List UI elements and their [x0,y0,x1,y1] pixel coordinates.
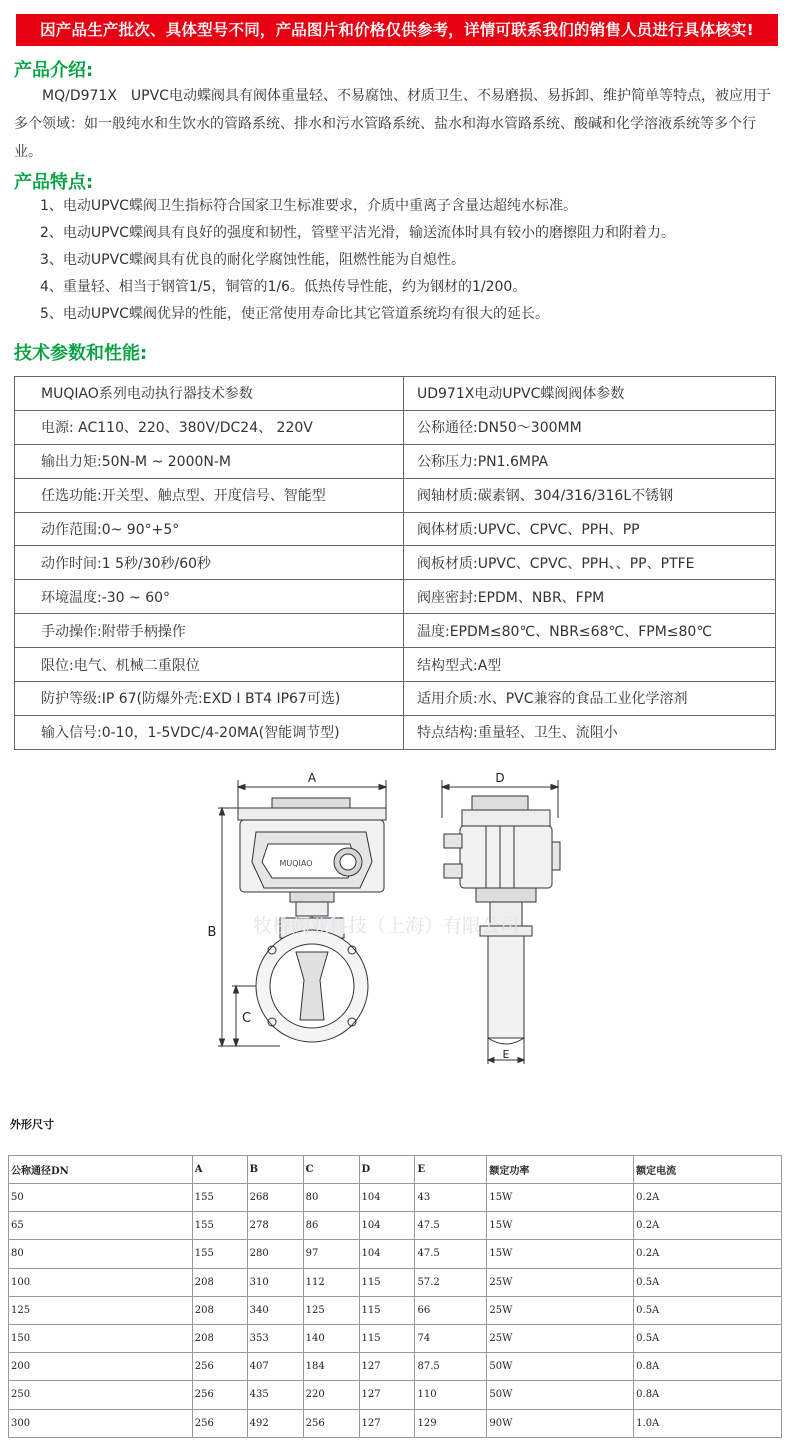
table-cell: 47.5 [415,1212,487,1240]
table-row [9,1381,782,1409]
dimension-b-label: B [207,925,217,940]
spec-valve-cell: 阀板材质:UPVC、CPVC、PPH、、PP、PTFE [404,546,776,580]
table-cell: 50W [487,1381,634,1409]
table-row [15,546,776,580]
table-row [15,410,776,444]
spec-actuator-cell: 手动操作:附带手柄操作 [15,614,404,648]
table-cell: 0.2A [634,1240,782,1268]
spec-valve-cell: 结构型式:A型 [404,648,776,682]
table-cell: 43 [415,1184,487,1212]
table-cell: 155 [192,1240,247,1268]
table-cell: 112 [303,1268,359,1296]
table-cell: 155 [192,1184,247,1212]
table-cell: 129 [415,1409,487,1437]
table-cell: 115 [359,1324,415,1352]
valve-dimension-drawing [200,768,600,1078]
table-cell: 50W [487,1353,634,1381]
table-cell: 208 [192,1324,247,1352]
table-cell: 15W [487,1184,634,1212]
dimension-c-label: C [242,1011,252,1026]
table-cell: 0.5A [634,1268,782,1296]
table-cell: 25W [487,1268,634,1296]
table-cell: 492 [247,1409,303,1437]
table-cell: 74 [415,1324,487,1352]
table-cell: 125 [9,1296,193,1324]
table-cell: 310 [247,1268,303,1296]
table-cell: 300 [9,1409,193,1437]
features-list [40,193,780,328]
watermark-text: 牧桥阀业科技（上海）有限公司 [252,915,520,937]
col-header-b: B [247,1156,303,1184]
table-cell: 140 [303,1324,359,1352]
table-cell: 104 [359,1240,415,1268]
spec-valve-cell: 公称通径:DN50〜300MM [404,410,776,444]
table-cell: 66 [415,1296,487,1324]
spec-valve-cell: UD971X电动UPVC蝶阀阀体参数 [404,377,776,411]
table-cell: 127 [359,1381,415,1409]
table-cell: 80 [9,1240,193,1268]
col-header-dn: 公称通径DN [9,1156,193,1184]
table-cell: 127 [359,1353,415,1381]
table-cell: 15W [487,1240,634,1268]
table-cell: 15W [487,1212,634,1240]
spec-valve-cell: 阀体材质:UPVC、CPVC、PPH、PP [404,512,776,546]
table-cell: 256 [192,1381,247,1409]
table-cell: 110 [415,1381,487,1409]
table-cell: 268 [247,1184,303,1212]
table-row [15,715,776,749]
table-cell: 200 [9,1353,193,1381]
spec-valve-cell: 阀座密封:EPDM、NBR、FPM [404,580,776,614]
table-cell: 100 [9,1268,193,1296]
table-cell: 125 [303,1296,359,1324]
table-row [9,1212,782,1240]
table-row [15,444,776,478]
table-row [15,478,776,512]
spec-table [14,376,776,750]
spec-actuator-cell: 电源: AC110、220、380V/DC24、 220V [15,410,404,444]
actuator-brand-text: MUQIAO [279,859,313,868]
table-cell: 280 [247,1240,303,1268]
spec-actuator-cell: 输入信号:0-10，1-5VDC/4-20MA(智能调节型) [15,715,404,749]
table-cell: 0.2A [634,1212,782,1240]
table-row [9,1296,782,1324]
feature-item: 5、电动UPVC蝶阀优异的性能，使正常使用寿命比其它管道系统均有很大的延长。 [40,306,549,322]
spec-actuator-cell: MUQIAO系列电动执行器技术参数 [15,377,404,411]
spec-actuator-cell: 动作范围:0~ 90°+5° [15,512,404,546]
intro-heading: 产品介绍: [14,60,94,81]
feature-item: 3、电动UPVC蝶阀具有优良的耐化学腐蚀性能，阻燃性能为自熄性。 [40,252,465,268]
table-cell: 0.5A [634,1324,782,1352]
table-cell: 115 [359,1268,415,1296]
table-cell: 208 [192,1268,247,1296]
feature-item: 4、重量轻、相当于钢管1/5，铜管的1/6。低热传导性能，约为钢材的1/200。 [40,279,527,295]
table-row [9,1268,782,1296]
table-header-row [9,1156,782,1184]
table-row [9,1184,782,1212]
col-header-e: E [415,1156,487,1184]
col-header-power: 额定功率 [487,1156,634,1184]
table-cell: 90W [487,1409,634,1437]
spec-valve-cell: 阀轴材质:碳素钢、304/316/316L不锈钢 [404,478,776,512]
table-row [9,1324,782,1352]
table-cell: 435 [247,1381,303,1409]
features-heading: 产品特点: [14,172,94,193]
table-cell: 250 [9,1381,193,1409]
spec-valve-cell: 公称压力:PN1.6MPA [404,444,776,478]
table-cell: 353 [247,1324,303,1352]
intro-text: MQ/D971X UPVC电动蝶阀具有阀体重量轻、不易腐蚀、材质卫生、不易磨损、易拆卸、维护简单等特点，被应用于多个领域：如一般纯水和生饮水的管路系统、排水和污水管路系统、盐水和海水管路系统、酸碱和化学溶液系统等多个行业。 [14,88,771,160]
table-row [15,648,776,682]
feature-item: 2、电动UPVC蝶阀具有良好的强度和韧性，管壁平洁光滑，输送流体时具有较小的磨擦阻力和附着力。 [40,225,675,241]
spec-actuator-cell: 环境温度:-30 ~ 60° [15,580,404,614]
table-cell: 0.5A [634,1296,782,1324]
spec-heading: 技术参数和性能: [14,343,148,364]
table-cell: 65 [9,1212,193,1240]
spec-actuator-cell: 防护等级:IP 67(防爆外壳:EXD I BT4 IP67可选) [15,682,404,716]
table-cell: 278 [247,1212,303,1240]
table-cell: 150 [9,1324,193,1352]
table-cell: 25W [487,1324,634,1352]
table-row [15,512,776,546]
table-cell: 0.8A [634,1353,782,1381]
table-cell: 407 [247,1353,303,1381]
table-cell: 0.8A [634,1381,782,1409]
table-cell: 184 [303,1353,359,1381]
table-cell: 97 [303,1240,359,1268]
col-header-d: D [359,1156,415,1184]
table-cell: 0.2A [634,1184,782,1212]
table-row [9,1353,782,1381]
table-cell: 340 [247,1296,303,1324]
table-cell: 155 [192,1212,247,1240]
table-row [15,377,776,411]
table-row [9,1409,782,1437]
table-cell: 127 [359,1409,415,1437]
table-cell: 57.2 [415,1268,487,1296]
table-cell: 87.5 [415,1353,487,1381]
dimensions-table-body [9,1184,782,1438]
spec-actuator-cell: 限位:电气、机械二重限位 [15,648,404,682]
feature-item: 1、电动UPVC蝶阀卫生指标符合国家卫生标准要求，介质中重离子含量达超纯水标准。 [40,198,577,214]
table-cell: 1.0A [634,1409,782,1437]
table-cell: 104 [359,1184,415,1212]
table-cell: 256 [192,1409,247,1437]
table-cell: 86 [303,1212,359,1240]
table-cell: 104 [359,1212,415,1240]
spec-valve-cell: 特点结构:重量轻、卫生、流阻小 [404,715,776,749]
dimensions-title: 外形尺寸 [10,1118,54,1131]
table-cell: 256 [303,1409,359,1437]
col-header-current: 额定电流 [634,1156,782,1184]
table-row [15,682,776,716]
col-header-a: A [192,1156,247,1184]
dimension-d-label: D [495,771,505,785]
spec-actuator-cell: 输出力矩:50N-M ~ 2000N-M [15,444,404,478]
table-cell: 115 [359,1296,415,1324]
spec-valve-cell: 适用介质:水、PVC兼容的食品工业化学溶剂 [404,682,776,716]
table-cell: 256 [192,1353,247,1381]
table-row [15,614,776,648]
table-cell: 50 [9,1184,193,1212]
table-row [9,1240,782,1268]
dimension-a-label: A [307,771,317,785]
col-header-c: C [303,1156,359,1184]
spec-actuator-cell: 动作时间:1 5秒/30秒/60秒 [15,546,404,580]
spec-valve-cell: 温度:EPDM≤80℃、NBR≤68℃、FPM≤80℃ [404,614,776,648]
disclaimer-banner: 因产品生产批次、具体型号不同，产品图片和价格仅供参考，详情可联系我们的销售人员进行具体核实! [16,14,778,46]
dimensions-table [8,1155,782,1438]
table-cell: 25W [487,1296,634,1324]
spec-actuator-cell: 任选功能:开关型、触点型、开度信号、智能型 [15,478,404,512]
table-cell: 80 [303,1184,359,1212]
table-row [15,580,776,614]
table-cell: 47.5 [415,1240,487,1268]
table-cell: 208 [192,1296,247,1324]
table-cell: 220 [303,1381,359,1409]
dimension-e-label: E [502,1048,510,1061]
